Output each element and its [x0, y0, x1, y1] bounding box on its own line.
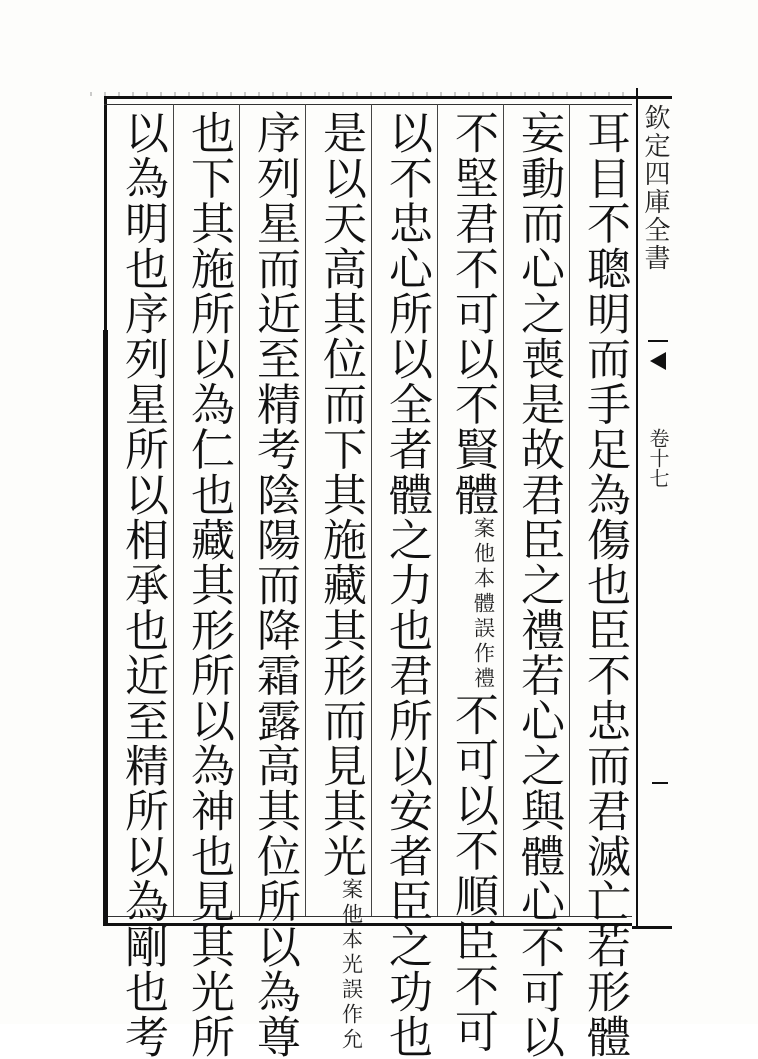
gutter-bottom-rule	[632, 926, 672, 929]
column-rule	[173, 104, 174, 916]
column-rule	[503, 104, 504, 916]
text-column-4: 以不忠心所以全者體之力也君所以安者臣之功也	[381, 110, 432, 1059]
text-column-5	[309, 110, 371, 1054]
gutter-book-title: 欽定四庫全書	[640, 104, 670, 272]
column-5-text-upper: 是以天高其位而下其施藏其形而見其光	[315, 110, 366, 879]
text-column-2: 妄動而心之喪是故君臣之禮若心之與體心不可以	[513, 110, 564, 1059]
fish-tail-mark-icon	[650, 352, 666, 370]
column-rule	[305, 104, 306, 916]
frame-inner-top-rule	[104, 104, 632, 105]
annotation-left-line: 誤作禮	[471, 616, 496, 692]
gutter-divider-lower	[652, 782, 668, 784]
column-rule	[437, 104, 438, 916]
column-3-text-upper: 不堅君不可以不賢體	[447, 110, 498, 517]
column-3-text-lower: 不可以不順臣不可	[447, 691, 498, 1054]
text-column-3	[441, 110, 503, 1054]
annotation-left-line: 誤作允	[339, 978, 364, 1054]
text-column-1: 耳目不聰明而手足為傷也臣不忠而君滅亡若形體	[579, 110, 630, 1059]
gutter-volume-label: 卷十七	[646, 428, 670, 488]
column-rule	[569, 104, 570, 916]
annotation-right-line: 案他本體	[471, 516, 496, 617]
gutter-divider	[648, 340, 668, 342]
annotation-right-line: 案他本光	[339, 878, 364, 979]
text-column-6: 序列星而近至精考陰陽而降霜露高其位所以為尊	[249, 110, 300, 1059]
column-rule	[239, 104, 240, 916]
column-rule	[371, 104, 372, 916]
column-3-annotation	[471, 517, 497, 692]
text-column-7: 也下其施所以為仁也藏其形所以為神也見其光所	[183, 110, 234, 1059]
left-margin-rule	[103, 330, 108, 926]
text-column-8: 以為明也序列星所以相承也近至精所以為剛也考	[117, 110, 168, 1059]
column-5-annotation	[339, 878, 365, 1053]
